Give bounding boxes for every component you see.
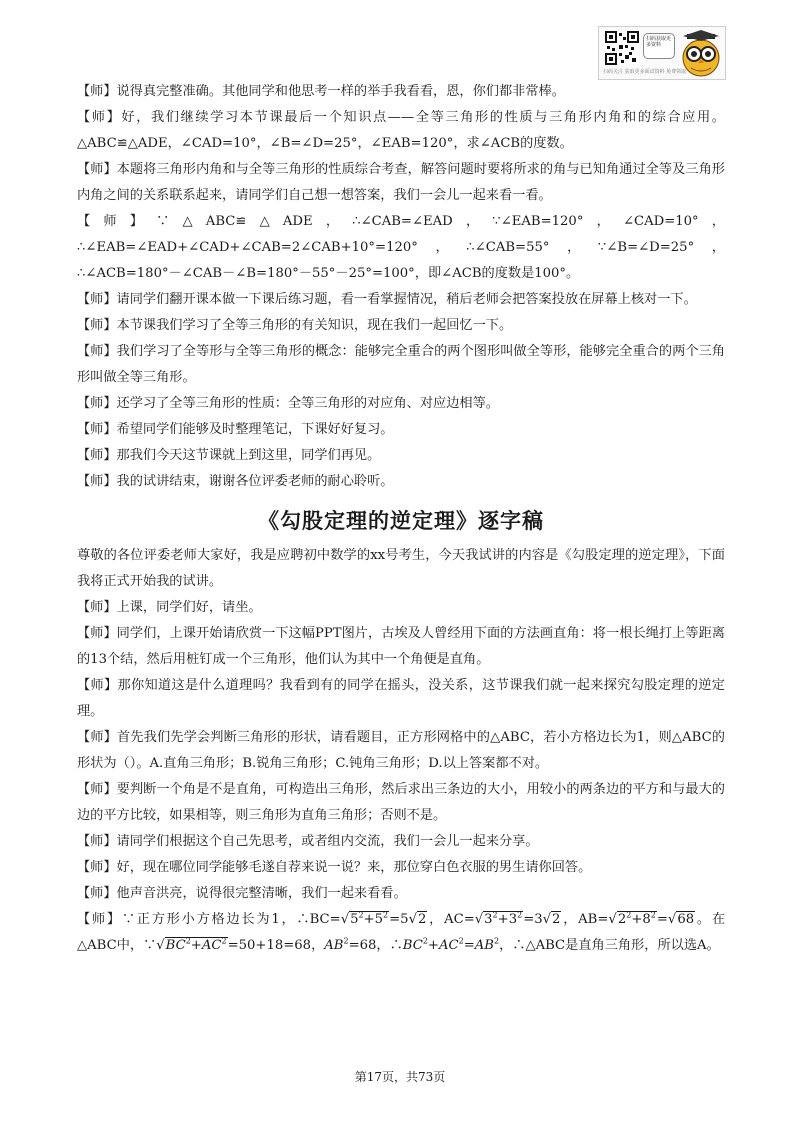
ac-result: 2 — [552, 912, 561, 927]
ac-rad-base-2: 3 — [508, 912, 518, 927]
paragraph: 【师】首先我们先学会判断三角形的形状，请看题目，正方形网格中的△ABC，若小方格边长为1，则△ABC的形状为（）。A.直角三角形；B.锐角三角形；C.钝角三角形；D.以上答案都不对。 — [77, 730, 725, 771]
paragraph: 【师】上课，同学们好，请坐。 — [77, 600, 262, 615]
paragraph: 【师】请同学们翻开课本做一下课后练习题，看一看掌握情况，稍后老师会把答案投放在屏幕上核对一下。 — [77, 292, 697, 307]
ab2-formula: AB — [324, 938, 344, 953]
paragraph: 【师】希望同学们能够及时整理笔记，下课好好复习。 — [77, 422, 394, 437]
ab-rad-b: 8 — [642, 912, 651, 927]
paragraph: 【师】本题将三角形内角和与全等三角形的性质综合考查，解答问题时要将所求的角与已知角通过全等及三角形内角之间的关系联系起来，请同学们自己想一想答案，我们一会儿一起来看一看。 — [77, 162, 725, 203]
paragraph: 【师】请同学们根据这个自己先思考，或者组内交流，我们一会儿一起来分享。 — [77, 834, 539, 849]
paragraph: 【师】我的试讲结束，谢谢各位评委老师的耐心聆听。 — [77, 474, 394, 489]
paragraph: 【师】还学习了全等三角形的性质：全等三角形的对应角、对应边相等。 — [77, 396, 499, 411]
section-title: 《勾股定理的逆定理》逐字稿 — [258, 509, 544, 533]
math-text: =50+18=68， — [227, 938, 325, 953]
paragraph: 【师】本节课我们学习了全等三角形的有关知识，现在我们一起回忆一下。 — [77, 318, 513, 333]
paragraph: 【师】那我们今天这节课就上到这里，同学们再见。 — [77, 448, 381, 463]
ac-eq: =3 — [523, 912, 543, 927]
paragraph: 【师】∵△ABC≌△ADE，∴∠CAB=∠EAD，∵∠EAB=120°，∠CAD=10°，∴∠EAB=∠EAD+∠CAD+∠CAB=2∠CAB+10°=120°，∴∠CAB=55°，∵∠B=∠D=25°，∴∠ACB=180°－∠CAB－∠B=180°－55°－25°=100°，即∠ACB的度数是100°。 — [77, 214, 725, 281]
paragraph: 【师】要判断一个角是不是直角，可构造出三角形，然后求出三条边的大小，用较小的两条边的平方和与最大的边的平方比较，如果相等，则三角形为直角三角形；否则不是。 — [77, 782, 725, 823]
bc-eq: =5 — [389, 912, 409, 927]
bc-formula: $√5^2+5^2=5√2$ — [340, 910, 427, 927]
math-paragraph: 【师】∵正方形小方格边长为1，$\therefore BC=√5^2+5^2=5√2$，$AC=√3^2+3^2=3√2$，$AB=√2^2+8^2=√68$。在△ABC中，$\because√BC^2+AC^2=50+18=68$，$AB^2=68$，$\therefore BC^2+AC^2=AB^2$，∴△ABC是直角三角形，所以选A。 — [77, 910, 726, 953]
qr-code-icon — [605, 31, 639, 65]
paragraph: 【师】好，我们继续学习本节课最后一个知识点——全等三角形的性质与三角形内角和的综合应用。△ABC≌△ADE，∠CAD=10°，∠B=∠D=25°，∠EAB=120°，求∠ACB的度数。 — [77, 110, 725, 151]
bc-rad-base-2: 5 — [374, 912, 384, 927]
badge-caption: 扫码关注 获取更多面试资料 免费领取 — [603, 69, 687, 75]
math-text: ，∴△ABC是直角三角形，所以选A。 — [499, 938, 720, 953]
paragraph: 【师】那你知道这是什么道理吗？我看到有的同学在摇头，没关系，这节课我们就一起来探究勾股定理的逆定理。 — [77, 678, 725, 719]
bc-rad-base: 5 — [350, 912, 359, 927]
paragraph: 【师】他声音洪亮，说得很完整清晰，我们一起来看看。 — [77, 886, 407, 901]
paragraph: 尊敬的各位评委老师大家好，我是应聘初中数学的xx号考生，今天我试讲的内容是《勾股定理的逆定理》，下面我将正式开始我的试讲。 — [77, 548, 725, 589]
math-text: 。在△ABC中，∵ — [77, 912, 726, 953]
ac-formula: $√3^2+3^2=3√2$ — [474, 910, 561, 927]
ab-formula: $√2^2+8^2=√68$ — [608, 910, 695, 927]
sum-formula: $√BC^2+AC^2$ — [156, 936, 227, 953]
ab-rad-a: 2 — [617, 912, 627, 927]
math-text: 【师】∵正方形小方格边长为1，∴BC= — [77, 912, 341, 927]
speech-bubble: 扫码获取更多资料 — [643, 33, 675, 59]
math-text: ，AB= — [561, 912, 609, 927]
page-number: 第17页，共73页 — [354, 1070, 446, 1084]
header-badge — [598, 26, 726, 80]
paragraph: 【师】说得真完整准确。其他同学和他思考一样的举手我看看，恩，你们都非常棒。 — [77, 84, 565, 99]
ab-result: 68 — [677, 912, 695, 927]
paragraph: 【师】同学们，上课开始请欣赏一下这幅PPT图片，古埃及人曾经用下面的方法画直角：将一根长绳打上等距离的13个结，然后用桩钉成一个三角形，他们认为其中一个角便是直角。 — [77, 626, 725, 667]
pythag-formula: $BC^2+AC^2=AB^2$ — [402, 936, 500, 953]
math-text: ，AC= — [427, 912, 475, 927]
paragraph: 【师】好，现在哪位同学能够毛遂自荐来说一说？来，那位穿白色衣服的男生请你回答。 — [77, 860, 592, 875]
math-text: =68，∴ — [348, 938, 403, 953]
paragraph: 【师】我们学习了全等形与全等三角形的概念：能够完全重合的两个图形叫做全等形，能够完全重合的两个三角形叫做全等三角形。 — [77, 344, 725, 385]
bc-result: 2 — [417, 912, 427, 927]
ab-eq: = — [656, 912, 668, 927]
document-body — [77, 79, 725, 959]
ac-rad-base: 3 — [484, 912, 493, 927]
